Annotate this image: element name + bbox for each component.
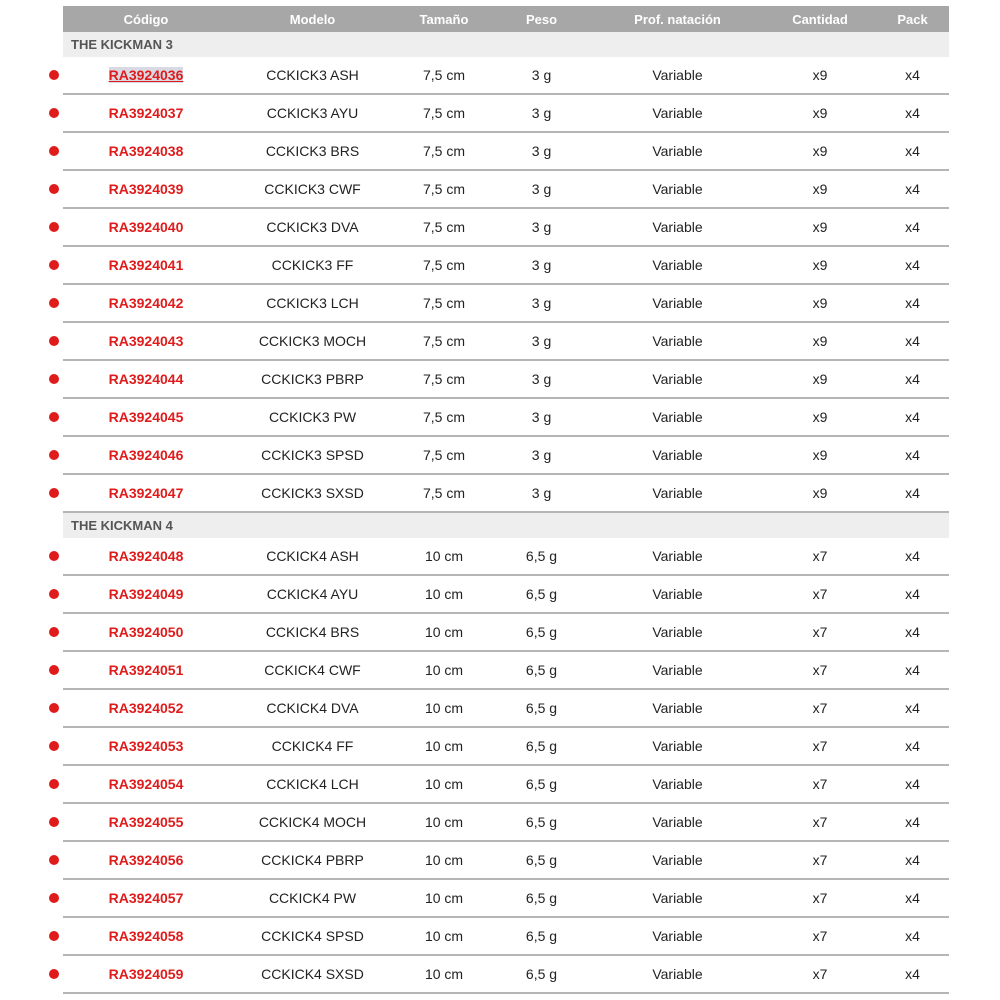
cell-quantity: x9 (812, 181, 828, 197)
cell-weight: 6,5 g (525, 966, 558, 982)
product-code-link[interactable] (63, 485, 229, 501)
product-code-text[interactable]: RA3924041 (108, 257, 184, 273)
cell-depth: Variable (652, 181, 703, 197)
product-code-text[interactable]: RA3924052 (108, 700, 184, 716)
cell-depth: Variable (652, 852, 703, 868)
cell-weight: 6,5 g (525, 700, 558, 716)
cell-quantity: x9 (812, 447, 828, 463)
cell-weight: 6,5 g (525, 928, 558, 944)
cell-pack: x4 (905, 548, 920, 564)
cell-weight: 6,5 g (525, 890, 558, 906)
red-dot-icon (49, 931, 59, 941)
product-code-text[interactable]: RA3924051 (108, 662, 184, 678)
cell-quantity: x7 (812, 624, 828, 640)
cell-size: 10 cm (424, 700, 464, 716)
red-dot-icon (49, 184, 59, 194)
product-code-text[interactable]: RA3924056 (108, 852, 184, 868)
cell-pack: x4 (905, 700, 920, 716)
product-code-link[interactable] (63, 548, 229, 564)
product-code-link[interactable] (63, 700, 229, 716)
red-dot-icon (49, 665, 59, 675)
cell-weight: 3 g (531, 105, 552, 121)
cell-pack: x4 (905, 257, 920, 273)
cell-model: CCKICK4 BRS (265, 624, 360, 640)
cell-model: CCKICK4 DVA (266, 700, 359, 716)
header-model: Modelo (289, 11, 336, 27)
cell-pack: x4 (905, 776, 920, 792)
cell-weight: 3 g (531, 485, 552, 501)
cell-quantity: x7 (812, 776, 828, 792)
cell-model: CCKICK3 SXSD (261, 485, 364, 501)
cell-quantity: x9 (812, 371, 828, 387)
cell-size: 7,5 cm (422, 105, 465, 121)
cell-quantity: x9 (812, 409, 828, 425)
cell-quantity: x9 (812, 295, 828, 311)
cell-pack: x4 (905, 333, 920, 349)
cell-model: CCKICK4 LCH (266, 776, 359, 792)
product-code-text[interactable]: RA3924049 (108, 586, 184, 602)
table-row (63, 956, 949, 994)
cell-weight: 6,5 g (525, 738, 558, 754)
cell-depth: Variable (652, 548, 703, 564)
cell-model: CCKICK4 MOCH (258, 814, 367, 830)
cell-depth: Variable (652, 966, 703, 982)
table-row (63, 399, 949, 437)
product-code-link[interactable] (63, 333, 229, 349)
cell-size: 10 cm (424, 776, 464, 792)
cell-depth: Variable (652, 371, 703, 387)
product-code-link[interactable] (63, 776, 229, 792)
cell-quantity: x7 (812, 890, 828, 906)
red-dot-icon (49, 222, 59, 232)
product-code-link[interactable] (63, 143, 229, 159)
cell-model: CCKICK4 AYU (266, 586, 359, 602)
product-code-text[interactable]: RA3924057 (108, 890, 184, 906)
cell-quantity: x9 (812, 333, 828, 349)
cell-quantity: x7 (812, 548, 828, 564)
table-row (63, 95, 949, 133)
product-code-link[interactable] (63, 371, 229, 387)
product-code-link[interactable] (63, 257, 229, 273)
cell-depth: Variable (652, 624, 703, 640)
cell-weight: 3 g (531, 181, 552, 197)
table-row (63, 171, 949, 209)
red-dot-icon (49, 488, 59, 498)
cell-size: 10 cm (424, 890, 464, 906)
cell-size: 7,5 cm (422, 257, 465, 273)
cell-weight: 3 g (531, 295, 552, 311)
table-row (63, 247, 949, 285)
cell-quantity: x9 (812, 219, 828, 235)
cell-size: 7,5 cm (422, 143, 465, 159)
table-row (63, 918, 949, 956)
product-code-link[interactable] (63, 662, 229, 678)
cell-model: CCKICK3 PBRP (261, 371, 364, 387)
table-row (63, 728, 949, 766)
red-dot-icon (49, 627, 59, 637)
product-code-text[interactable]: RA3924055 (108, 814, 184, 830)
cell-weight: 3 g (531, 219, 552, 235)
cell-size: 7,5 cm (422, 447, 465, 463)
product-code-link[interactable] (63, 219, 229, 235)
cell-quantity: x9 (812, 485, 828, 501)
cell-model: CCKICK3 PW (268, 409, 357, 425)
cell-quantity: x7 (812, 928, 828, 944)
red-dot-icon (49, 108, 59, 118)
cell-quantity: x7 (812, 700, 828, 716)
cell-depth: Variable (652, 928, 703, 944)
product-code-link[interactable] (63, 67, 229, 83)
cell-model: CCKICK3 AYU (266, 105, 359, 121)
product-code-text[interactable]: RA3924059 (108, 966, 184, 982)
red-dot-icon (49, 146, 59, 156)
cell-model: CCKICK4 FF (271, 738, 354, 754)
cell-size: 7,5 cm (422, 67, 465, 83)
cell-weight: 6,5 g (525, 624, 558, 640)
cell-size: 10 cm (424, 966, 464, 982)
table-row (63, 576, 949, 614)
cell-size: 10 cm (424, 662, 464, 678)
cell-weight: 3 g (531, 371, 552, 387)
table-row (63, 209, 949, 247)
cell-pack: x4 (905, 662, 920, 678)
cell-depth: Variable (652, 814, 703, 830)
cell-pack: x4 (905, 447, 920, 463)
product-code-link[interactable] (63, 409, 229, 425)
product-code-link[interactable] (63, 447, 229, 463)
table-row (63, 133, 949, 171)
cell-size: 10 cm (424, 586, 464, 602)
section-title: THE KICKMAN 3 (63, 32, 949, 57)
cell-weight: 6,5 g (525, 814, 558, 830)
cell-quantity: x9 (812, 143, 828, 159)
table-row (63, 475, 949, 513)
product-code-link[interactable] (63, 105, 229, 121)
table-row (63, 437, 949, 475)
cell-pack: x4 (905, 295, 920, 311)
cell-model: CCKICK4 PBRP (261, 852, 364, 868)
table-row (63, 57, 949, 95)
cell-pack: x4 (905, 371, 920, 387)
cell-quantity: x7 (812, 586, 828, 602)
cell-weight: 3 g (531, 409, 552, 425)
cell-size: 7,5 cm (422, 485, 465, 501)
cell-model: CCKICK3 ASH (266, 67, 359, 83)
cell-pack: x4 (905, 814, 920, 830)
table-row (63, 285, 949, 323)
product-code-text[interactable]: RA3924047 (108, 485, 184, 501)
cell-pack: x4 (905, 852, 920, 868)
header-weight: Peso (525, 11, 558, 27)
cell-pack: x4 (905, 586, 920, 602)
cell-model: CCKICK4 SXSD (261, 966, 364, 982)
red-dot-icon (49, 589, 59, 599)
cell-pack: x4 (905, 143, 920, 159)
product-code-text[interactable]: RA3924037 (108, 105, 184, 121)
table-header (63, 6, 949, 32)
cell-weight: 3 g (531, 333, 552, 349)
product-code-text[interactable]: RA3924039 (108, 181, 184, 197)
cell-size: 10 cm (424, 624, 464, 640)
cell-depth: Variable (652, 257, 703, 273)
product-code-text[interactable]: RA3924053 (108, 738, 184, 754)
cell-size: 7,5 cm (422, 295, 465, 311)
cell-pack: x4 (905, 966, 920, 982)
product-code-text[interactable]: RA3924044 (108, 371, 184, 387)
cell-pack: x4 (905, 181, 920, 197)
cell-depth: Variable (652, 409, 703, 425)
product-table (63, 6, 949, 994)
header-pack: Pack (897, 11, 928, 27)
table-row (63, 652, 949, 690)
red-dot-icon (49, 336, 59, 346)
header-code: Código (123, 11, 169, 27)
table-row (63, 361, 949, 399)
table-row (63, 614, 949, 652)
cell-pack: x4 (905, 928, 920, 944)
cell-weight: 3 g (531, 143, 552, 159)
red-dot-icon (49, 298, 59, 308)
cell-weight: 3 g (531, 257, 552, 273)
cell-size: 10 cm (424, 852, 464, 868)
product-code-text[interactable]: RA3924042 (108, 295, 184, 311)
table-row (63, 766, 949, 804)
cell-model: CCKICK3 FF (271, 257, 354, 273)
red-dot-icon (49, 374, 59, 384)
section-title: THE KICKMAN 4 (63, 513, 949, 538)
cell-depth: Variable (652, 143, 703, 159)
table-row (63, 323, 949, 361)
product-code-link[interactable] (63, 295, 229, 311)
cell-weight: 6,5 g (525, 548, 558, 564)
red-dot-icon (49, 450, 59, 460)
cell-depth: Variable (652, 295, 703, 311)
cell-depth: Variable (652, 219, 703, 235)
red-dot-icon (49, 703, 59, 713)
red-dot-icon (49, 817, 59, 827)
cell-size: 10 cm (424, 928, 464, 944)
product-code-link[interactable] (63, 738, 229, 754)
product-code-link[interactable] (63, 890, 229, 906)
cell-quantity: x7 (812, 966, 828, 982)
cell-depth: Variable (652, 776, 703, 792)
cell-pack: x4 (905, 624, 920, 640)
header-quantity: Cantidad (792, 11, 848, 27)
cell-model: CCKICK3 BRS (265, 143, 360, 159)
cell-depth: Variable (652, 67, 703, 83)
cell-model: CCKICK3 LCH (266, 295, 359, 311)
cell-pack: x4 (905, 409, 920, 425)
cell-size: 7,5 cm (422, 181, 465, 197)
table-row (63, 804, 949, 842)
cell-model: CCKICK3 SPSD (261, 447, 364, 463)
cell-weight: 3 g (531, 67, 552, 83)
cell-pack: x4 (905, 219, 920, 235)
cell-model: CCKICK3 MOCH (258, 333, 367, 349)
cell-depth: Variable (652, 105, 703, 121)
cell-depth: Variable (652, 700, 703, 716)
cell-model: CCKICK4 CWF (264, 662, 361, 678)
product-code-link[interactable] (63, 624, 229, 640)
cell-depth: Variable (652, 333, 703, 349)
table-body (63, 32, 949, 994)
cell-model: CCKICK3 DVA (266, 219, 359, 235)
product-code-link[interactable] (63, 928, 229, 944)
cell-pack: x4 (905, 738, 920, 754)
table-row (63, 880, 949, 918)
cell-weight: 6,5 g (525, 852, 558, 868)
cell-size: 7,5 cm (422, 371, 465, 387)
cell-weight: 6,5 g (525, 776, 558, 792)
cell-size: 10 cm (424, 548, 464, 564)
product-code-text[interactable]: RA3924040 (108, 219, 184, 235)
cell-size: 10 cm (424, 738, 464, 754)
product-code-text[interactable]: RA3924045 (108, 409, 184, 425)
cell-quantity: x7 (812, 738, 828, 754)
red-dot-icon (49, 741, 59, 751)
cell-size: 10 cm (424, 814, 464, 830)
cell-size: 7,5 cm (422, 219, 465, 235)
cell-weight: 6,5 g (525, 662, 558, 678)
cell-model: CCKICK4 PW (268, 890, 357, 906)
product-code-link[interactable] (63, 586, 229, 602)
product-code-text[interactable]: RA3924036 (108, 67, 184, 83)
cell-depth: Variable (652, 586, 703, 602)
cell-quantity: x7 (812, 662, 828, 678)
cell-weight: 6,5 g (525, 586, 558, 602)
header-size: Tamaño (419, 11, 469, 27)
cell-pack: x4 (905, 67, 920, 83)
cell-depth: Variable (652, 662, 703, 678)
red-dot-icon (49, 551, 59, 561)
cell-model: CCKICK3 CWF (264, 181, 361, 197)
cell-quantity: x7 (812, 852, 828, 868)
cell-size: 7,5 cm (422, 409, 465, 425)
product-code-link[interactable] (63, 181, 229, 197)
cell-size: 7,5 cm (422, 333, 465, 349)
product-code-text[interactable]: RA3924048 (108, 548, 184, 564)
cell-quantity: x9 (812, 67, 828, 83)
product-code-link[interactable] (63, 966, 229, 982)
cell-weight: 3 g (531, 447, 552, 463)
red-dot-icon (49, 412, 59, 422)
product-code-text[interactable]: RA3924058 (108, 928, 184, 944)
product-code-link[interactable] (63, 814, 229, 830)
red-dot-icon (49, 260, 59, 270)
cell-quantity: x9 (812, 257, 828, 273)
cell-depth: Variable (652, 738, 703, 754)
red-dot-icon (49, 70, 59, 80)
cell-pack: x4 (905, 105, 920, 121)
cell-quantity: x7 (812, 814, 828, 830)
table-row (63, 538, 949, 576)
red-dot-icon (49, 779, 59, 789)
cell-quantity: x9 (812, 105, 828, 121)
table-row (63, 842, 949, 880)
product-code-text[interactable]: RA3924050 (108, 624, 184, 640)
red-dot-icon (49, 855, 59, 865)
header-depth: Prof. natación (634, 11, 721, 27)
cell-depth: Variable (652, 447, 703, 463)
red-dot-icon (49, 969, 59, 979)
product-code-link[interactable] (63, 852, 229, 868)
product-code-text[interactable]: RA3924043 (108, 333, 184, 349)
cell-model: CCKICK4 SPSD (261, 928, 364, 944)
cell-depth: Variable (652, 485, 703, 501)
product-code-text[interactable]: RA3924038 (108, 143, 184, 159)
cell-depth: Variable (652, 890, 703, 906)
cell-pack: x4 (905, 890, 920, 906)
cell-model: CCKICK4 ASH (266, 548, 359, 564)
product-code-text[interactable]: RA3924054 (108, 776, 184, 792)
red-dot-icon (49, 893, 59, 903)
table-row (63, 690, 949, 728)
cell-pack: x4 (905, 485, 920, 501)
product-code-text[interactable]: RA3924046 (108, 447, 184, 463)
